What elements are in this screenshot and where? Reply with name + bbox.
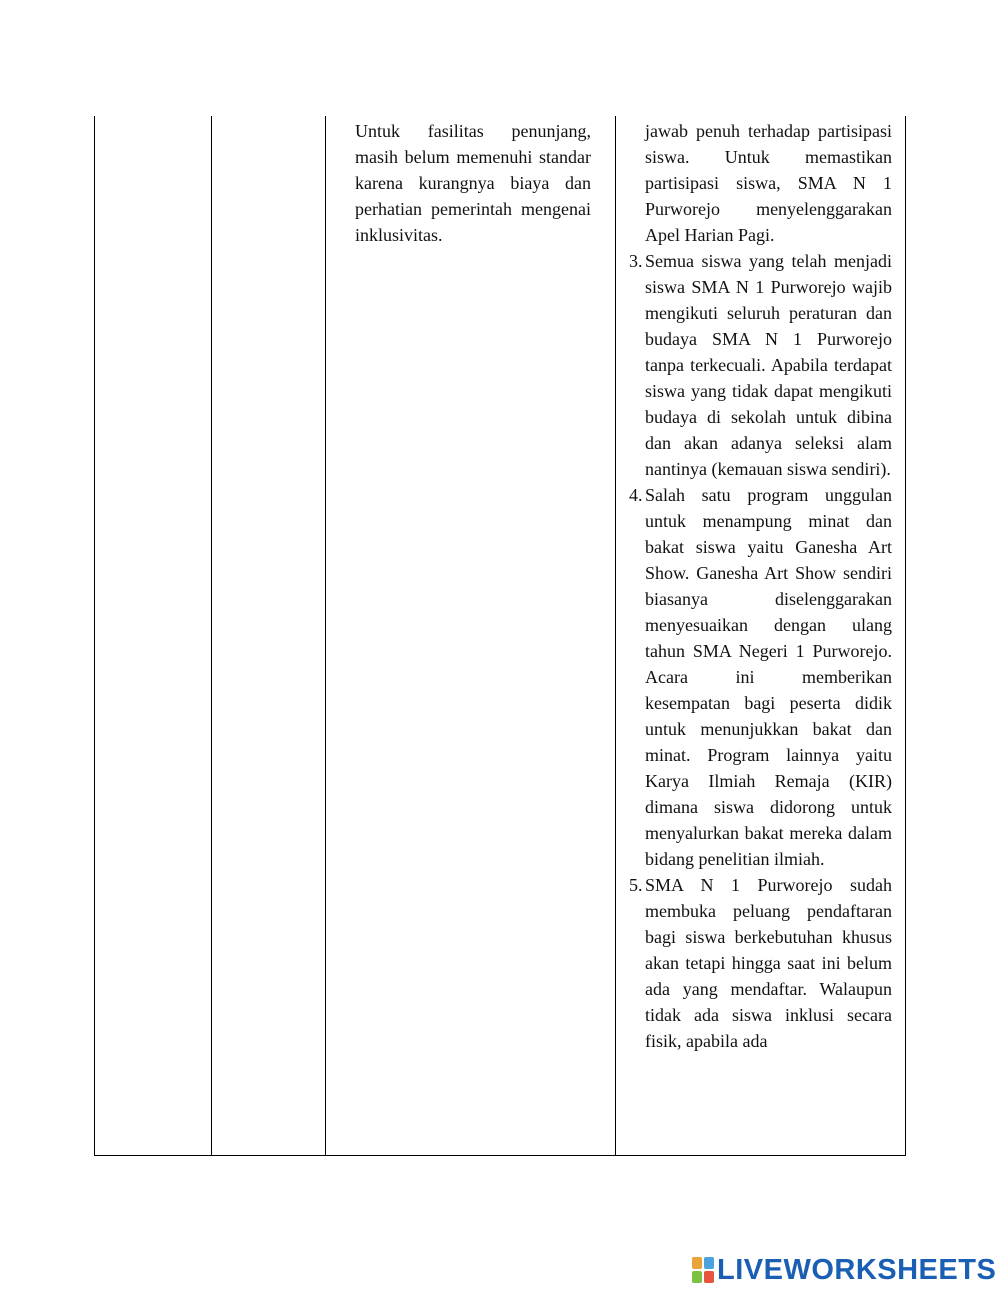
column-divider: [325, 116, 326, 1155]
list-item-number: 3.: [629, 251, 643, 271]
logo-text: LIVEWORKSHEETS: [717, 1253, 997, 1286]
column-divider: [615, 116, 616, 1155]
list-item-text: Semua siswa yang telah menjadi siswa SMA N 1 Purworejo wajib mengikuti seluruh peraturan dan budaya SMA N 1 Purworejo tanpa terkecuali. Apabila terdapat siswa yang tidak dapat mengikuti budaya di sekolah untuk dibina dan akan adanya seleksi alam nantinya (kemauan siswa sendiri).: [645, 251, 892, 479]
list-item: [629, 872, 892, 1054]
document-table: [94, 116, 906, 1156]
list-item-text: SMA N 1 Purworejo sudah membuka peluang pendaftaran bagi siswa berkebutuhan khusus akan tetapi hingga saat ini belum ada yang mendaftar. Walaupun tidak ada siswa inklusi secara fisik, apabila ada: [645, 875, 892, 1051]
liveworksheets-logo-icon: [692, 1257, 714, 1283]
cell-c-paragraph: Untuk fasilitas penunjang, masih belum memenuhi standar karena kurangnya biaya dan perhatian pemerintah mengenai inklusivitas.: [355, 121, 591, 245]
column-divider: [211, 116, 212, 1155]
table-cell-c: [355, 118, 591, 248]
list-item: [629, 248, 892, 482]
table-cell-d: [629, 118, 892, 1054]
numbered-list: [629, 248, 892, 1054]
list-item: [629, 482, 892, 872]
cell-d-continued-paragraph: jawab penuh terhadap partisipasi siswa. Untuk memastikan partisipasi siswa, SMA N 1 Purworejo menyelenggarakan Apel Harian Pagi.: [645, 121, 892, 245]
liveworksheets-logo: [692, 1255, 996, 1285]
list-item-number: 4.: [629, 485, 643, 505]
list-item-number: 5.: [629, 875, 643, 895]
list-item-text: Salah satu program unggulan untuk menampung minat dan bakat siswa yaitu Ganesha Art Show. Ganesha Art Show sendiri biasanya diselenggarakan menyesuaikan dengan ulang tahun SMA Negeri 1 Purworejo. Acara ini memberikan kesempatan bagi peserta didik untuk menunjukkan bakat dan minat. Program lainnya yaitu Karya Ilmiah Remaja (KIR) dimana siswa didorong untuk menyalurkan bakat mereka dalam bidang penelitian ilmiah.: [645, 485, 892, 869]
